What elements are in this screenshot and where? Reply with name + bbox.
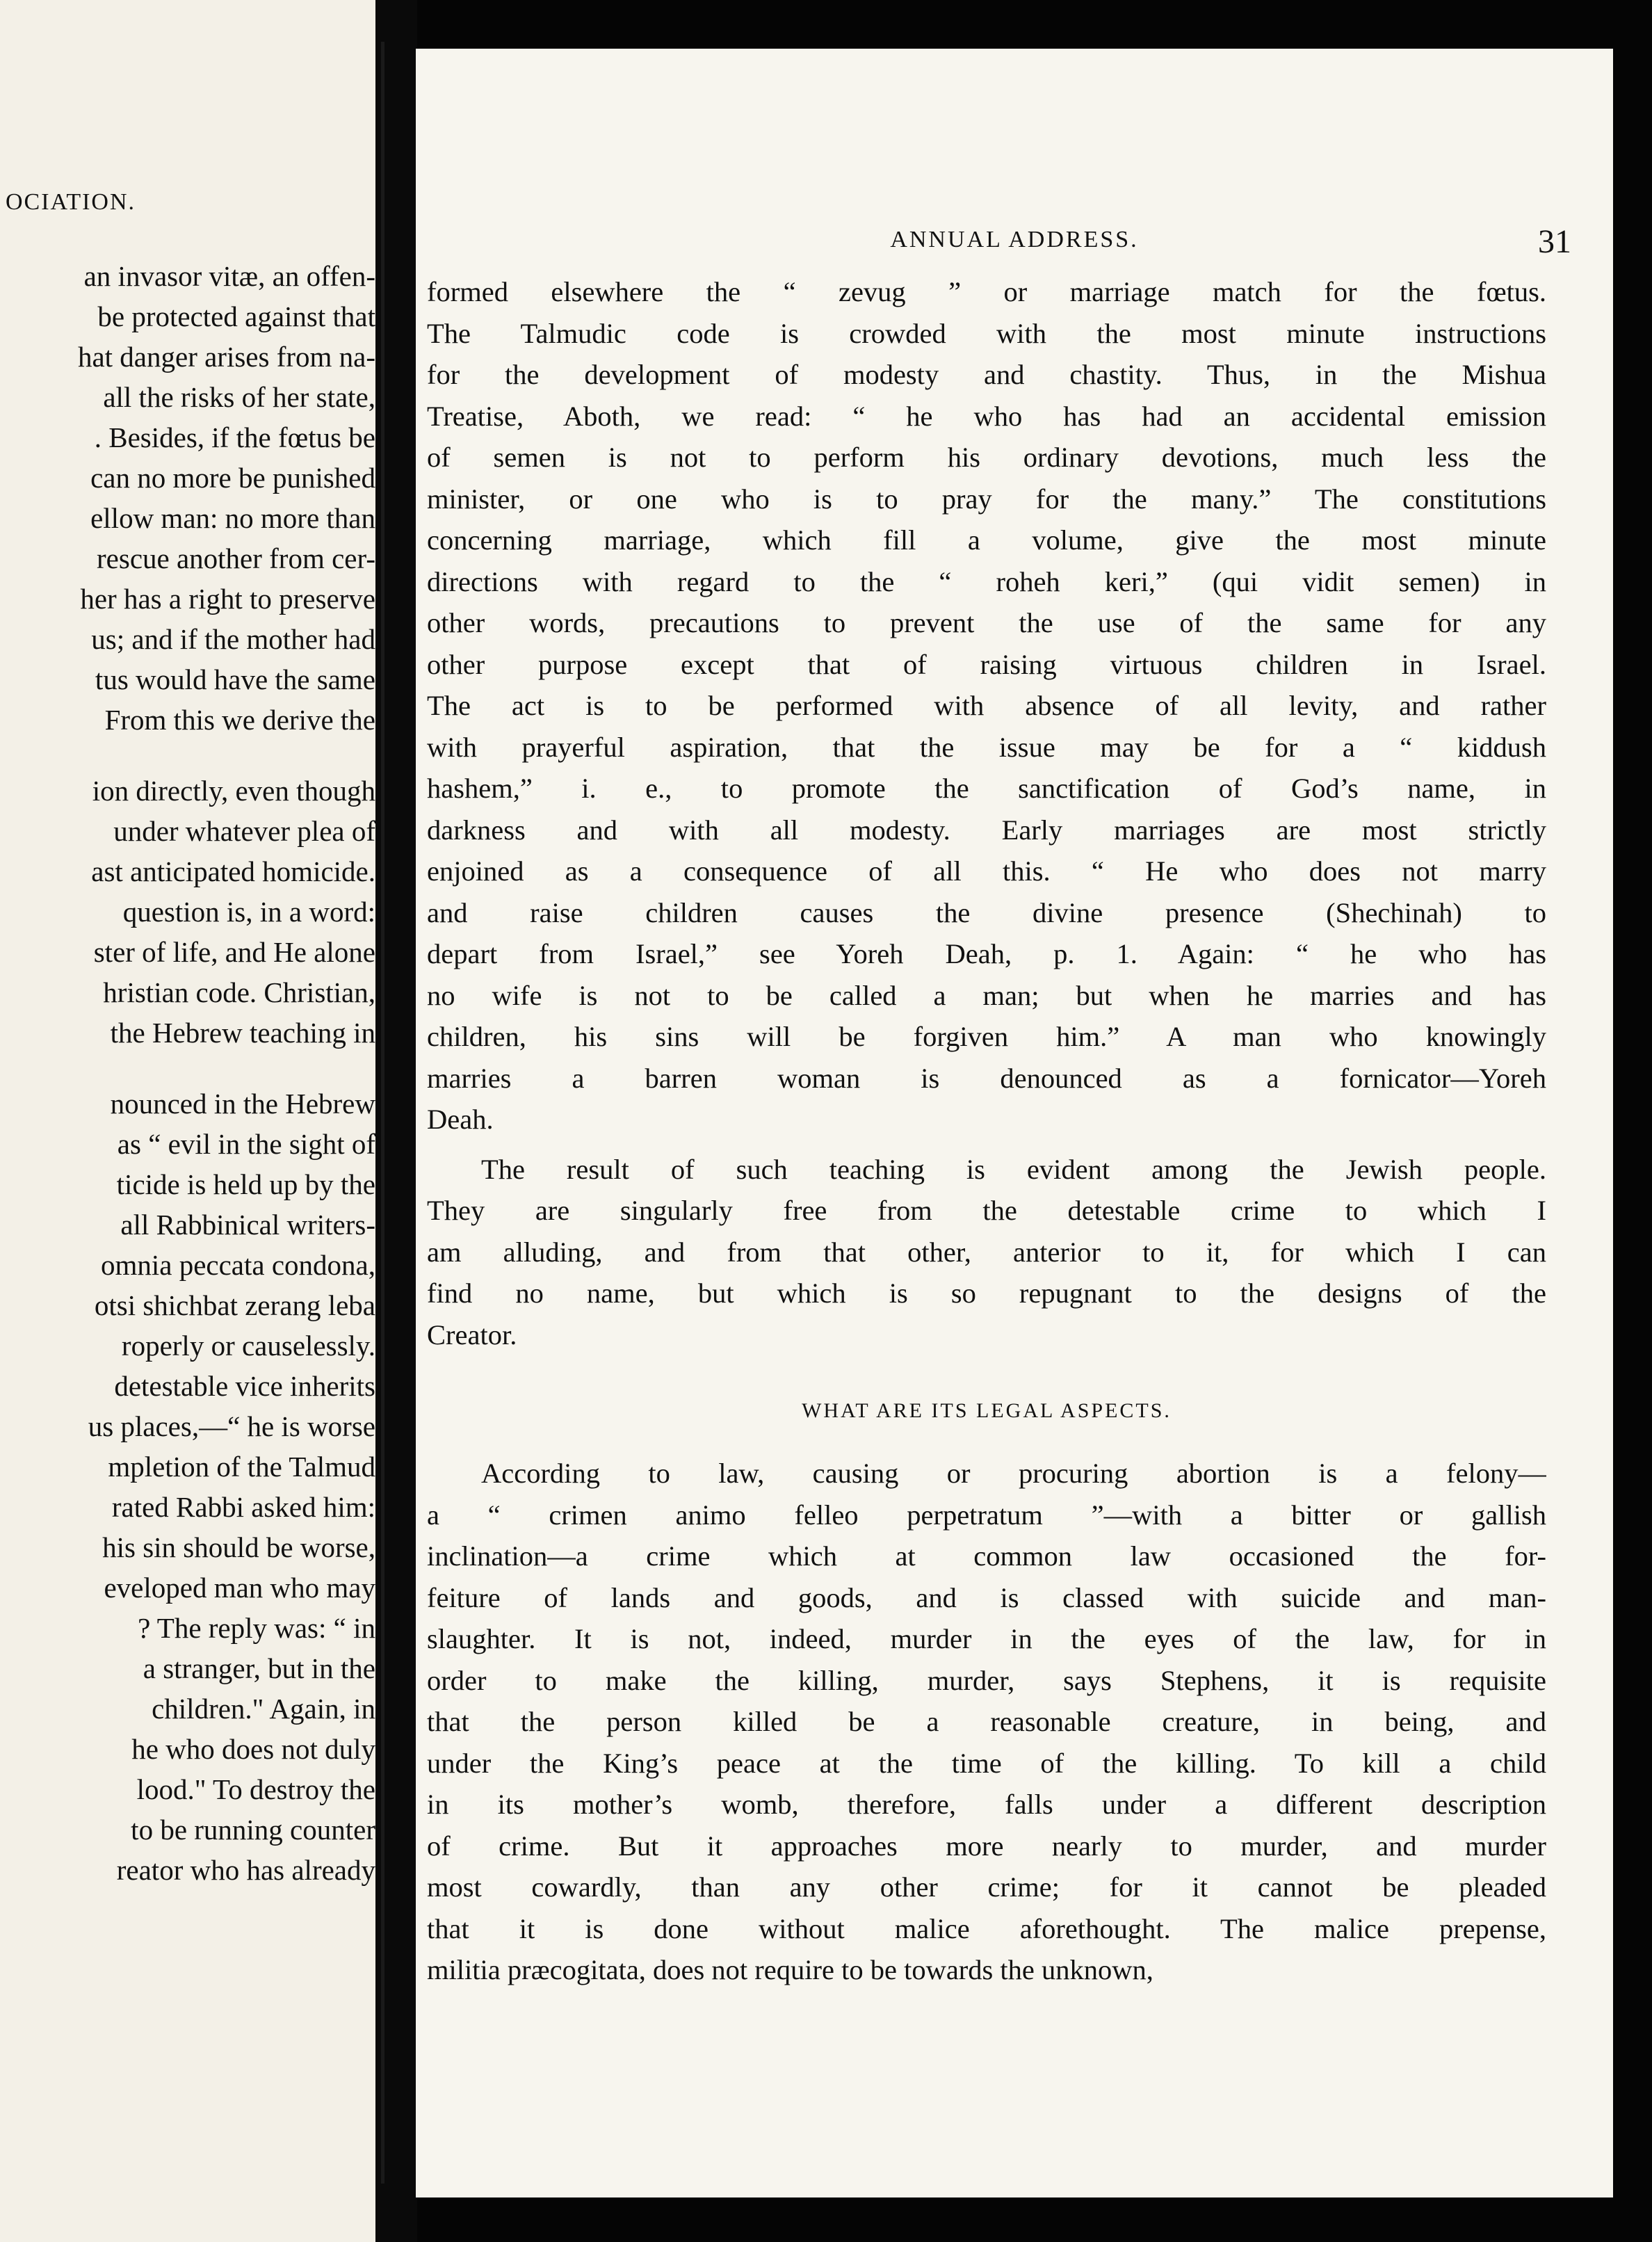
left-text-line: be protected against that	[97, 300, 375, 332]
text-line: and raise children causes the divine presence (Shechinah) to	[427, 896, 1546, 928]
left-text-line: under whatever plea of	[113, 815, 375, 847]
text-line: concerning marriage, which fill a volume, give the most minute	[427, 524, 1546, 556]
section-heading: WHAT ARE ITS LEGAL ASPECTS.	[802, 1399, 1172, 1422]
left-text-line: he who does not duly	[131, 1733, 375, 1765]
left-text-line: From this we derive the	[104, 704, 375, 736]
text-line: inclination—a crime which at common law occasioned the for-	[427, 1540, 1546, 1572]
left-text-line: lood." To destroy the	[136, 1773, 375, 1805]
text-line: that it is done without malice aforethought. The malice prepense,	[427, 1912, 1546, 1944]
left-text-line: question is, in a word:	[122, 896, 375, 928]
left-text-line: rescue another from cer-	[97, 542, 375, 574]
left-text-line: nounced in the Hebrew	[110, 1088, 375, 1120]
text-line: enjoined as a consequence of all this. “ He who does not marry	[427, 855, 1546, 887]
text-line: order to make the killing, murder, says Stephens, it is requisite	[427, 1664, 1546, 1696]
page-number: 31	[1538, 223, 1571, 260]
paragraph-1	[427, 271, 1546, 1140]
left-running-head: OCIATION.	[6, 189, 136, 215]
left-text-line: a stranger, but in the	[143, 1652, 375, 1684]
text-line: Deah.	[427, 1104, 494, 1135]
left-text-line: roperly or causelessly.	[121, 1330, 375, 1362]
text-line: The result of such teaching is evident among the Jewish people.	[481, 1153, 1546, 1185]
text-line: in its mother’s womb, therefore, falls under a different description	[427, 1789, 1546, 1820]
left-text-line: ? The reply was: “ in	[138, 1612, 375, 1644]
left-text-line: omnia peccata condona,	[100, 1249, 375, 1281]
left-text-line: can no more be punished	[90, 462, 375, 494]
text-line: The act is to be performed with absence of all levity, and rather	[427, 690, 1546, 721]
left-text-line: his sin should be worse,	[102, 1531, 375, 1563]
left-text-line: ast anticipated homicide.	[91, 855, 375, 887]
text-line: hashem,” i. e., to promote the sanctification of God’s name, in	[427, 773, 1546, 804]
text-line: minister, or one who is to pray for the many.” The constitutions	[427, 483, 1546, 515]
text-line: slaughter. It is not, indeed, murder in the eyes of the law, for in	[427, 1623, 1546, 1654]
text-line: under the King’s peace at the time of the killing. To kill a child	[427, 1747, 1546, 1779]
left-text-line: ster of life, and He alone	[93, 936, 375, 968]
left-text-column	[0, 256, 375, 1890]
text-line: Treatise, Aboth, we read: “ he who has had an accidental emission	[427, 400, 1546, 432]
text-line: for the development of modesty and chastity. Thus, in the Mishua	[427, 359, 1546, 390]
text-line: darkness and with all modesty. Early marriages are most strictly	[427, 814, 1546, 846]
left-text-line: all Rabbinical writers-	[120, 1209, 375, 1241]
paragraph-3	[427, 1453, 1546, 1991]
left-text-line: reator who has already	[116, 1854, 375, 1886]
text-line: find no name, but which is so repugnant to the designs of the	[427, 1277, 1546, 1309]
right-page	[416, 49, 1613, 2197]
text-line: other words, precautions to prevent the use of the same for any	[427, 607, 1546, 638]
left-text-line: us places,—“ he is worse	[88, 1410, 375, 1442]
left-text-line: to be running counter	[131, 1814, 375, 1846]
left-text-line: children." Again, in	[152, 1693, 375, 1725]
left-text-line: detestable vice inherits	[114, 1370, 375, 1402]
left-text-line: ticide is held up by the	[116, 1168, 375, 1200]
left-text-line: us; and if the mother had	[91, 623, 375, 655]
paragraph-2	[427, 1149, 1546, 1356]
text-line: most cowardly, than any other crime; for it cannot be pleaded	[427, 1871, 1546, 1903]
text-line: marries a barren woman is denounced as a fornicator—Yoreh	[427, 1062, 1546, 1094]
text-line: formed elsewhere the “ zevug ” or marriage match for the fœtus.	[427, 276, 1546, 307]
left-text-line: mpletion of the Talmud	[108, 1451, 375, 1483]
left-page-fragment	[0, 0, 375, 2242]
text-line: feiture of lands and goods, and is classed with suicide and man-	[427, 1581, 1546, 1613]
gutter-edge	[381, 42, 384, 2184]
left-text-line: otsi shichbat zerang leba	[94, 1289, 375, 1321]
left-text-line: ion directly, even though	[92, 775, 375, 807]
left-text-line: an invasor vitæ, an offen-	[83, 260, 375, 292]
left-text-line: tus would have the same	[95, 663, 375, 695]
text-line: that the person killed be a reasonable creature, in being, and	[427, 1706, 1546, 1737]
text-line: depart from Israel,” see Yoreh Deah, p. 1. Again: “ he who has	[427, 938, 1546, 969]
text-line: other purpose except that of raising virtuous children in Israel.	[427, 648, 1546, 680]
text-line: militia præcogitata, does not require to be towards the unknown,	[427, 1954, 1153, 1985]
left-text-line: hat danger arises from na-	[77, 341, 375, 373]
running-title: ANNUAL ADDRESS.	[890, 227, 1139, 252]
left-text-line: . Besides, if the fœtus be	[94, 421, 375, 453]
left-text-line: all the risks of her state,	[103, 381, 375, 413]
text-line: Creator.	[427, 1318, 517, 1350]
text-line: children, his sins will be forgiven him.” A man who knowingly	[427, 1021, 1546, 1052]
page-body	[427, 271, 1546, 1991]
text-line: no wife is not to be called a man; but when he marries and has	[427, 979, 1546, 1011]
text-line: of semen is not to perform his ordinary devotions, much less the	[427, 442, 1546, 473]
text-line: a “ crimen animo felleo perpetratum ”—with a bitter or gallish	[427, 1499, 1546, 1531]
text-line: of crime. But it approaches more nearly to murder, and murder	[427, 1830, 1546, 1862]
text-line: The Talmudic code is crowded with the most minute instructions	[427, 317, 1546, 349]
left-text-line: the Hebrew teaching in	[110, 1017, 375, 1049]
left-text-line: her has a right to preserve	[80, 583, 375, 615]
left-text-line: ellow man: no more than	[90, 502, 375, 534]
text-line: directions with regard to the “ roheh keri,” (qui vidit semen) in	[427, 565, 1546, 597]
text-line: They are singularly free from the detestable crime to which I	[427, 1195, 1546, 1226]
page-header	[416, 223, 1613, 264]
left-text-line: eveloped man who may	[104, 1572, 375, 1604]
text-line: According to law, causing or procuring abortion is a felony—	[481, 1458, 1546, 1489]
text-line: am alluding, and from that other, anterior to it, for which I can	[427, 1236, 1546, 1268]
left-text-line: hristian code. Christian,	[103, 976, 375, 1008]
text-line: with prayerful aspiration, that the issue may be for a “ kiddush	[427, 731, 1546, 763]
left-text-line: as “ evil in the sight of	[117, 1128, 375, 1160]
left-text-line: rated Rabbi asked him:	[111, 1491, 375, 1523]
